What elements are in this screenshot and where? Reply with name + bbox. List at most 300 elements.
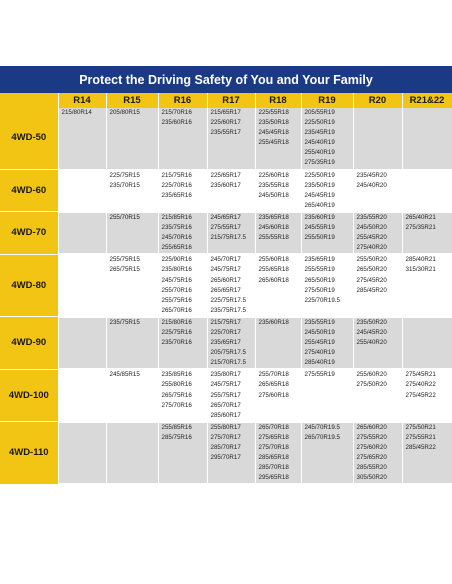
size-cell: 275/50R19: [301, 286, 353, 296]
size-cell: [255, 158, 301, 169]
size-cell: [158, 453, 207, 463]
size-cell: [301, 306, 353, 317]
table-row: [0, 463, 452, 473]
size-cell: 255/45R18: [255, 138, 301, 148]
size-cell: 235/45R19: [301, 128, 353, 138]
size-cell: [106, 191, 158, 201]
size-cell: [402, 306, 452, 317]
size-cell: [402, 243, 452, 254]
size-cell: 245/65R17: [207, 212, 255, 223]
table-row: [0, 265, 452, 275]
size-cell: [402, 108, 452, 118]
header-r17: R17: [207, 93, 255, 108]
size-cell: [255, 338, 301, 348]
size-cell: 215/80R16: [158, 317, 207, 328]
size-cell: 235/50R20: [353, 317, 402, 328]
table-row: [0, 201, 452, 212]
size-cell: [402, 201, 452, 212]
size-cell: 225/65R17: [207, 170, 255, 181]
size-cell: 245/50R19: [301, 328, 353, 338]
size-cell: 275/55R20: [353, 433, 402, 443]
size-cell: [106, 148, 158, 158]
size-cell: 265/70R17: [207, 401, 255, 411]
size-cell: [106, 453, 158, 463]
size-cell: 285/75R16: [158, 433, 207, 443]
size-cell: 235/50R19: [301, 181, 353, 191]
size-cell: [353, 128, 402, 138]
size-cell: 235/55R19: [301, 317, 353, 328]
size-cell: 235/65R19: [301, 254, 353, 265]
size-cell: 245/45R20: [353, 328, 402, 338]
size-cell: [158, 158, 207, 169]
table-row: [0, 411, 452, 422]
size-cell: [158, 463, 207, 473]
table-row: [0, 453, 452, 463]
size-cell: 255/75R16: [158, 296, 207, 306]
size-cell: [106, 276, 158, 286]
size-cell: [106, 296, 158, 306]
size-cell: [106, 233, 158, 243]
group-label: 4WD-110: [0, 422, 58, 485]
table-row: [0, 243, 452, 254]
size-cell: [58, 243, 106, 254]
size-cell: 235/75R15: [106, 317, 158, 328]
size-cell: 255/65R18: [255, 265, 301, 275]
size-cell: [158, 128, 207, 138]
size-cell: 245/45R19: [301, 191, 353, 201]
size-cell: 265/65R17: [207, 286, 255, 296]
size-cell: 255/55R18: [255, 233, 301, 243]
size-cell: [402, 233, 452, 243]
size-cell: [58, 401, 106, 411]
table-row: [0, 380, 452, 390]
size-cell: [106, 391, 158, 401]
size-cell: 285/65R18: [255, 453, 301, 463]
size-cell: 305/50R20: [353, 473, 402, 484]
size-cell: 235/65R17: [207, 338, 255, 348]
size-cell: 265/70R19.5: [301, 433, 353, 443]
size-cell: 245/70R19.5: [301, 422, 353, 433]
size-cell: 235/70R16: [158, 338, 207, 348]
size-cell: 285/45R22: [402, 443, 452, 453]
size-cell: [353, 296, 402, 306]
size-cell: 235/60R17: [207, 181, 255, 191]
size-cell: 235/50R18: [255, 118, 301, 128]
size-cell: 255/80R17: [207, 422, 255, 433]
size-cell: [58, 358, 106, 369]
size-cell: [402, 191, 452, 201]
size-cell: 225/70R17: [207, 328, 255, 338]
size-cell: [58, 306, 106, 317]
size-cell: 275/45R22: [402, 391, 452, 401]
size-cell: 315/30R21: [402, 265, 452, 275]
size-cell: [58, 422, 106, 433]
size-cell: [58, 276, 106, 286]
size-cell: 235/75R17.5: [207, 306, 255, 317]
size-cell: [255, 411, 301, 422]
size-cell: 235/80R16: [158, 265, 207, 275]
size-cell: 255/65R16: [158, 243, 207, 254]
size-cell: 225/75R17.5: [207, 296, 255, 306]
table-row: [0, 181, 452, 191]
size-cell: [58, 328, 106, 338]
size-cell: [255, 201, 301, 212]
size-cell: [158, 138, 207, 148]
size-cell: [58, 170, 106, 181]
size-cell: [106, 286, 158, 296]
size-cell: [106, 401, 158, 411]
size-cell: [207, 201, 255, 212]
size-cell: [58, 254, 106, 265]
table-row: [0, 473, 452, 484]
size-cell: 225/70R19.5: [301, 296, 353, 306]
size-cell: 255/85R16: [158, 422, 207, 433]
size-cell: 265/60R17: [207, 276, 255, 286]
size-cell: [353, 108, 402, 118]
size-cell: 255/50R20: [353, 254, 402, 265]
size-cell: 285/70R18: [255, 463, 301, 473]
size-cell: 225/75R15: [106, 170, 158, 181]
size-cell: [353, 391, 402, 401]
size-cell: [58, 369, 106, 380]
size-cell: [207, 191, 255, 201]
header-corner: [0, 93, 58, 108]
table-row: [0, 254, 452, 265]
size-cell: [58, 473, 106, 484]
size-cell: 215/80R14: [58, 108, 106, 118]
size-cell: [255, 348, 301, 358]
table-row: [0, 212, 452, 223]
size-cell: [402, 286, 452, 296]
size-cell: [402, 348, 452, 358]
size-cell: [353, 306, 402, 317]
size-cell: 285/60R17: [207, 411, 255, 422]
size-cell: 215/70R17.5: [207, 358, 255, 369]
size-cell: [106, 201, 158, 212]
size-cell: [158, 201, 207, 212]
size-cell: 275/65R20: [353, 453, 402, 463]
size-cell: [58, 201, 106, 212]
size-cell: 235/60R19: [301, 212, 353, 223]
size-cell: [158, 358, 207, 369]
size-cell: 235/60R18: [255, 317, 301, 328]
size-cell: 255/45R19: [301, 338, 353, 348]
size-cell: 265/65R18: [255, 380, 301, 390]
header-r14: R14: [58, 93, 106, 108]
size-cell: 235/70R15: [106, 181, 158, 191]
header-r21-22: R21&22: [402, 93, 452, 108]
size-cell: 255/60R20: [353, 369, 402, 380]
size-cell: [158, 348, 207, 358]
size-cell: [106, 338, 158, 348]
size-cell: 245/45R18: [255, 128, 301, 138]
group-label: 4WD-60: [0, 170, 58, 212]
size-cell: [58, 463, 106, 473]
size-cell: 225/60R17: [207, 118, 255, 128]
size-cell: 245/75R17: [207, 380, 255, 390]
table-row: [0, 286, 452, 296]
size-cell: [106, 328, 158, 338]
size-cell: [207, 473, 255, 484]
size-cell: 255/75R17: [207, 391, 255, 401]
size-cell: 265/70R18: [255, 422, 301, 433]
size-cell: 225/60R18: [255, 170, 301, 181]
size-cell: 275/65R18: [255, 433, 301, 443]
table-row: [0, 358, 452, 369]
size-cell: 235/80R17: [207, 369, 255, 380]
size-cell: 255/80R16: [158, 380, 207, 390]
size-cell: [58, 138, 106, 148]
size-cell: 285/40R21: [402, 254, 452, 265]
size-cell: [106, 433, 158, 443]
size-cell: 245/85R15: [106, 369, 158, 380]
size-cell: [158, 473, 207, 484]
banner-title: Protect the Driving Safety of You and Your Family: [79, 72, 373, 87]
size-cell: [207, 463, 255, 473]
size-cell: [402, 328, 452, 338]
size-cell: [402, 276, 452, 286]
size-cell: [255, 148, 301, 158]
size-cell: 245/50R18: [255, 191, 301, 201]
size-cell: [255, 306, 301, 317]
table-row: [0, 233, 452, 243]
size-cell: 275/55R21: [402, 433, 452, 443]
table-row: [0, 108, 452, 118]
size-cell: [106, 358, 158, 369]
size-cell: [402, 338, 452, 348]
size-cell: [402, 401, 452, 411]
size-cell: [402, 296, 452, 306]
size-cell: [255, 296, 301, 306]
size-cell: [58, 223, 106, 233]
size-cell: 285/45R20: [353, 286, 402, 296]
size-cell: 225/55R18: [255, 108, 301, 118]
size-cell: [402, 411, 452, 422]
size-cell: [106, 243, 158, 254]
size-cell: 225/90R16: [158, 254, 207, 265]
size-cell: [402, 138, 452, 148]
size-cell: 255/70R18: [255, 369, 301, 380]
size-cell: 275/45R21: [402, 369, 452, 380]
size-cell: [402, 128, 452, 138]
size-cell: [106, 380, 158, 390]
size-cell: 295/70R17: [207, 453, 255, 463]
size-cell: 265/75R16: [158, 391, 207, 401]
size-cell: 255/40R19: [301, 148, 353, 158]
size-cell: 255/45R20: [353, 233, 402, 243]
table-row: [0, 422, 452, 433]
size-cell: [402, 118, 452, 128]
size-cell: [58, 233, 106, 243]
size-cell: [402, 463, 452, 473]
size-cell: 275/70R18: [255, 443, 301, 453]
size-cell: 215/85R16: [158, 212, 207, 223]
size-cell: 255/75R15: [106, 254, 158, 265]
table-row: [0, 306, 452, 317]
size-cell: [301, 453, 353, 463]
size-cell: [402, 181, 452, 191]
size-cell: 275/70R17: [207, 433, 255, 443]
size-cell: 235/45R20: [353, 170, 402, 181]
size-cell: 265/70R16: [158, 306, 207, 317]
size-cell: [58, 453, 106, 463]
size-cell: 265/40R19: [301, 201, 353, 212]
size-cell: [207, 158, 255, 169]
size-cell: [58, 191, 106, 201]
size-cell: 215/70R16: [158, 108, 207, 118]
size-cell: 245/75R16: [158, 276, 207, 286]
size-cell: 255/60R18: [255, 254, 301, 265]
size-cell: 235/55R17: [207, 128, 255, 138]
size-cell: 285/55R20: [353, 463, 402, 473]
size-cell: 255/50R19: [301, 233, 353, 243]
size-cell: [106, 411, 158, 422]
size-cell: 275/35R21: [402, 223, 452, 233]
table-row: [0, 158, 452, 169]
table-body: [0, 108, 452, 484]
size-cell: [58, 443, 106, 453]
size-cell: [158, 148, 207, 158]
size-cell: [106, 223, 158, 233]
size-cell: [402, 148, 452, 158]
size-cell: 225/70R16: [158, 181, 207, 191]
group-label: 4WD-50: [0, 108, 58, 170]
header-r20: R20: [353, 93, 402, 108]
size-cell: 205/80R15: [106, 108, 158, 118]
size-cell: [207, 138, 255, 148]
size-cell: 265/60R18: [255, 276, 301, 286]
header-r19: R19: [301, 93, 353, 108]
size-cell: [255, 286, 301, 296]
header-r18: R18: [255, 93, 301, 108]
size-cell: 275/50R20: [353, 380, 402, 390]
table-row: [0, 118, 452, 128]
size-cell: [58, 411, 106, 422]
size-cell: 275/45R20: [353, 276, 402, 286]
size-cell: 215/65R17: [207, 108, 255, 118]
size-cell: 265/60R20: [353, 422, 402, 433]
size-cell: 235/55R20: [353, 212, 402, 223]
group-label: 4WD-100: [0, 369, 58, 421]
size-cell: 265/50R20: [353, 265, 402, 275]
size-cell: [402, 317, 452, 328]
group-label: 4WD-90: [0, 317, 58, 369]
size-cell: [58, 348, 106, 358]
size-cell: 245/40R20: [353, 181, 402, 191]
table-row: [0, 128, 452, 138]
size-cell: [402, 358, 452, 369]
size-cell: 235/65R18: [255, 212, 301, 223]
size-cell: [58, 317, 106, 328]
size-cell: 255/70R15: [106, 212, 158, 223]
size-cell: [353, 148, 402, 158]
size-cell: [353, 411, 402, 422]
size-cell: [106, 422, 158, 433]
header-row: [0, 93, 452, 108]
tire-size-table: [0, 93, 452, 485]
table-row: [0, 138, 452, 148]
table-row: [0, 296, 452, 306]
group-label: 4WD-70: [0, 212, 58, 254]
size-cell: [301, 463, 353, 473]
size-cell: [58, 265, 106, 275]
size-cell: 245/50R20: [353, 223, 402, 233]
size-cell: [58, 212, 106, 223]
size-cell: 215/75R17: [207, 317, 255, 328]
size-cell: [255, 243, 301, 254]
size-cell: [353, 348, 402, 358]
size-cell: [106, 443, 158, 453]
size-cell: 275/35R19: [301, 158, 353, 169]
size-cell: 215/75R17.5: [207, 233, 255, 243]
size-cell: 275/40R20: [353, 243, 402, 254]
size-cell: 225/75R16: [158, 328, 207, 338]
table-row: [0, 401, 452, 411]
size-cell: 275/60R20: [353, 443, 402, 453]
size-cell: 245/70R17: [207, 254, 255, 265]
header-r15: R15: [106, 93, 158, 108]
size-cell: [255, 358, 301, 369]
size-cell: 245/70R16: [158, 233, 207, 243]
size-cell: 245/55R19: [301, 223, 353, 233]
size-cell: 255/70R16: [158, 286, 207, 296]
size-cell: [58, 433, 106, 443]
size-cell: [301, 473, 353, 484]
size-cell: [58, 380, 106, 390]
size-cell: 235/85R16: [158, 369, 207, 380]
size-cell: [255, 328, 301, 338]
size-cell: [301, 411, 353, 422]
size-cell: 235/60R16: [158, 118, 207, 128]
size-cell: [106, 473, 158, 484]
table-row: [0, 443, 452, 453]
size-cell: [158, 443, 207, 453]
size-cell: [58, 181, 106, 191]
size-cell: [58, 148, 106, 158]
group-label: 4WD-80: [0, 254, 58, 317]
size-cell: 275/55R17: [207, 223, 255, 233]
size-cell: 225/50R19: [301, 118, 353, 128]
size-cell: [207, 148, 255, 158]
size-cell: [255, 401, 301, 411]
table-row: [0, 276, 452, 286]
table-row: [0, 170, 452, 181]
size-cell: [106, 158, 158, 169]
size-cell: [353, 118, 402, 128]
table-row: [0, 148, 452, 158]
table-row: [0, 191, 452, 201]
table-row: [0, 391, 452, 401]
size-cell: 265/75R15: [106, 265, 158, 275]
size-cell: [106, 463, 158, 473]
size-cell: [353, 138, 402, 148]
table-row: [0, 369, 452, 380]
size-cell: [301, 380, 353, 390]
table-row: [0, 338, 452, 348]
size-cell: [301, 243, 353, 254]
size-cell: 275/55R19: [301, 369, 353, 380]
size-cell: [402, 158, 452, 169]
size-cell: 235/55R18: [255, 181, 301, 191]
size-cell: [158, 411, 207, 422]
table-row: [0, 223, 452, 233]
size-cell: [301, 443, 353, 453]
size-cell: 205/55R19: [301, 108, 353, 118]
size-cell: 245/60R18: [255, 223, 301, 233]
size-cell: 235/75R16: [158, 223, 207, 233]
size-cell: [58, 296, 106, 306]
size-cell: [301, 391, 353, 401]
